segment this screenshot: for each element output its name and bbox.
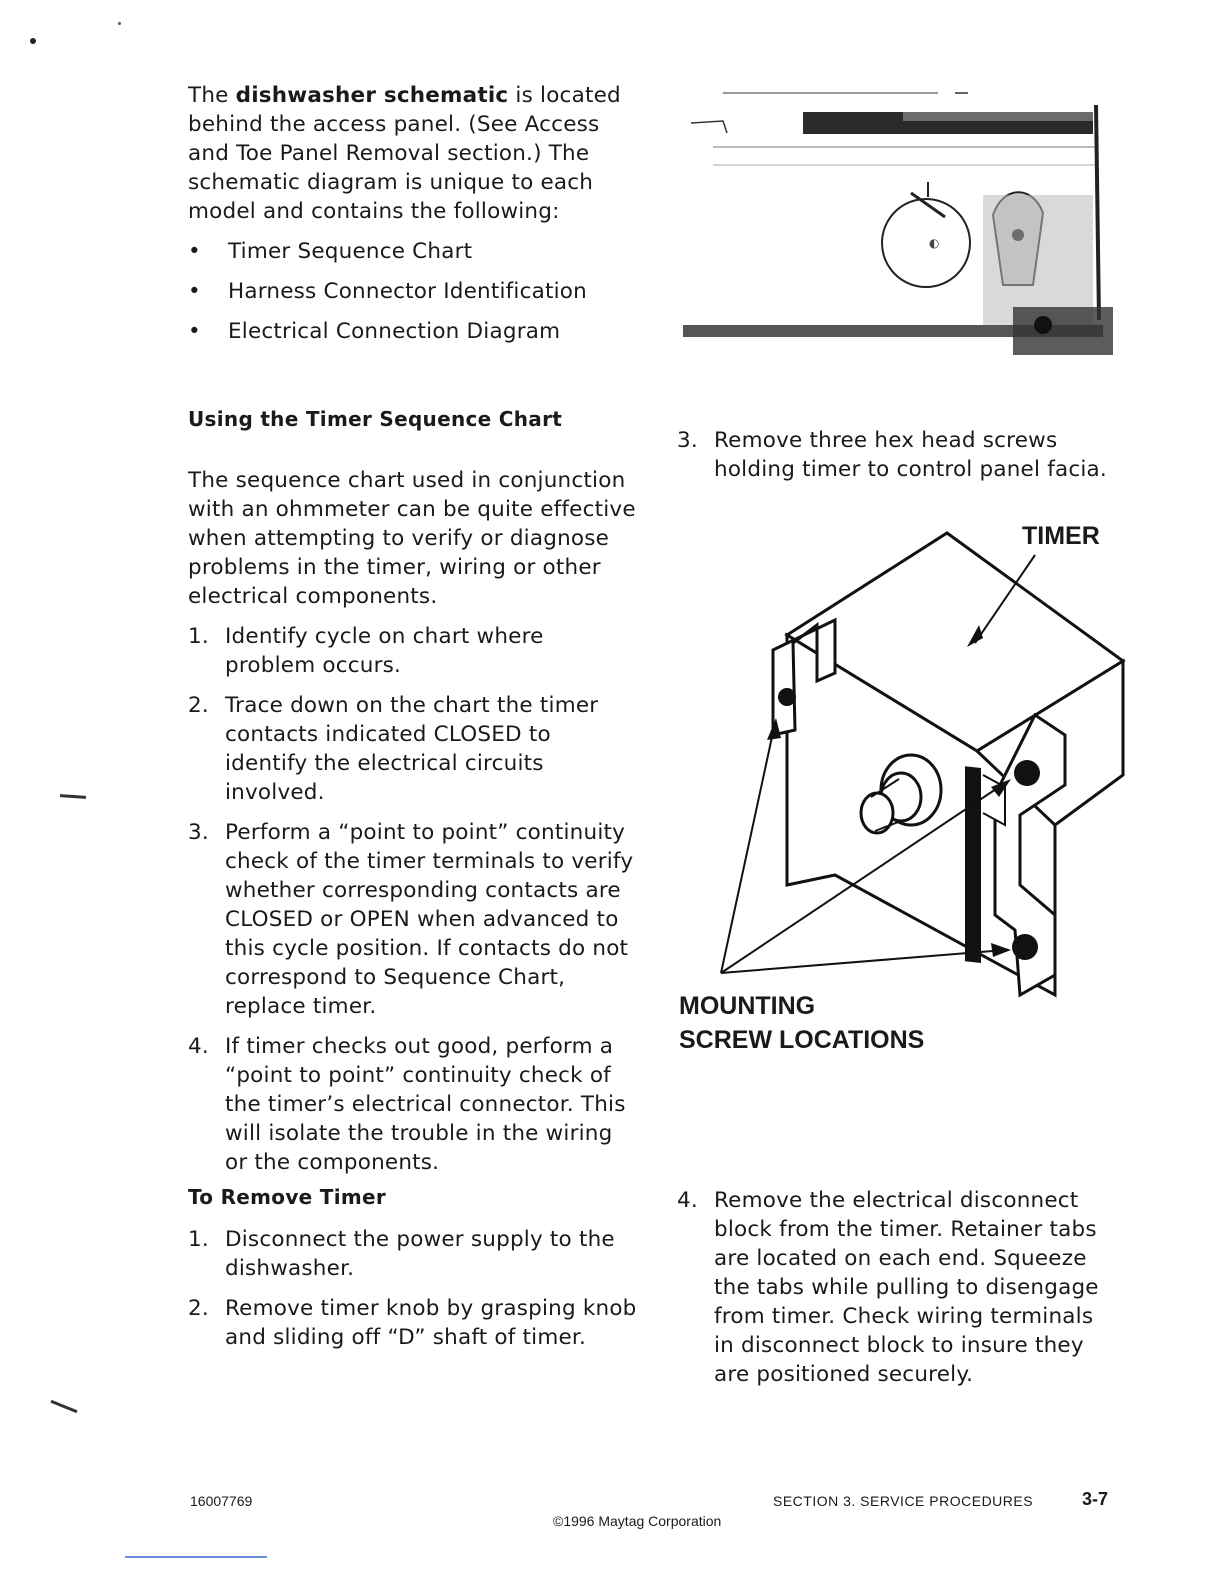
list-item: • Harness Connector Identification [188,279,587,304]
svg-text:◐: ◐ [929,236,940,250]
list-item: 1. Disconnect the power supply to the dishwasher. [188,1227,615,1281]
remove-steps [188,1225,638,1352]
control-panel-photo [683,85,1123,360]
list-item: 4. Remove the electrical disconnect block from the timer. Retainer tabs are located on each end. Squeeze the tabs while pulling to disengage from timer. Check wiring terminals in disconnect block to insure they are positioned securely. [677,1188,1099,1387]
list-item: 3. Remove three hex head screws holding timer to control panel facia. [677,428,1107,482]
timer-diagram [715,525,1135,1005]
intro-paragraph: The dishwasher schematic is located behind the access panel. (See Access and Toe Panel Removal section.) The schematic diagram is unique to each model and contains the following: [188,83,621,224]
scan-speck [30,38,36,44]
sequence-steps [188,622,638,1177]
list-item: 1. Identify cycle on chart where problem occurs. [188,624,544,678]
list-item: • Electrical Connection Diagram [188,319,561,344]
section-title: SECTION 3. SERVICE PROCEDURES [773,1493,1034,1509]
sequence-chart-paragraph: The sequence chart used in conjunction with an ohmmeter can be quite effective when attempting to verify or diagnose problems in the timer, wiring or other electrical components. [188,468,636,609]
intro-bold-term: dishwasher schematic [235,83,509,108]
page-number: 3-7 [1082,1489,1109,1509]
step-3-remove-screws [677,426,1117,484]
scan-mark [50,1400,77,1413]
bullet-icon: • [188,239,201,264]
scan-speck [118,22,121,25]
section-heading-sequence-chart: Using the Timer Sequence Chart [188,407,563,431]
copyright: ©1996 Maytag Corporation [553,1513,722,1529]
list-item: • Timer Sequence Chart [188,239,473,264]
sequence-chart-section [188,466,638,1177]
list-item: 2. Remove timer knob by grasping knob and sliding off “D” shaft of timer. [188,1296,637,1350]
left-column [188,81,638,346]
section-heading-remove-timer: To Remove Timer [188,1185,387,1209]
list-item: 4. If timer checks out good, perform a “point to point” continuity check of the timer’s electrical connector. This will isolate the trouble in the wiring or the components. [188,1034,626,1175]
remove-timer-section [188,1214,638,1352]
scan-mark [60,794,86,799]
contents-list [188,237,638,346]
bullet-icon: • [188,319,201,344]
list-item: 3. Perform a “point to point” continuity check of the timer terminals to verify whether corresponding contacts are CLOSED or OPEN when advanced to this cycle position. If contacts do not correspond to Sequence Chart, replace timer. [188,820,634,1019]
list-item: 2. Trace down on the chart the timer contacts indicated CLOSED to identify the electrical circuits involved. [188,693,599,805]
step-4-disconnect-block [677,1186,1117,1389]
doc-number: 16007769 [190,1493,253,1509]
bullet-icon: • [188,279,201,304]
figure-label-timer: TIMER [1022,522,1100,550]
scan-underline [125,1556,267,1558]
figure-label-mounting: MOUNTING SCREW LOCATIONS [679,992,925,1054]
